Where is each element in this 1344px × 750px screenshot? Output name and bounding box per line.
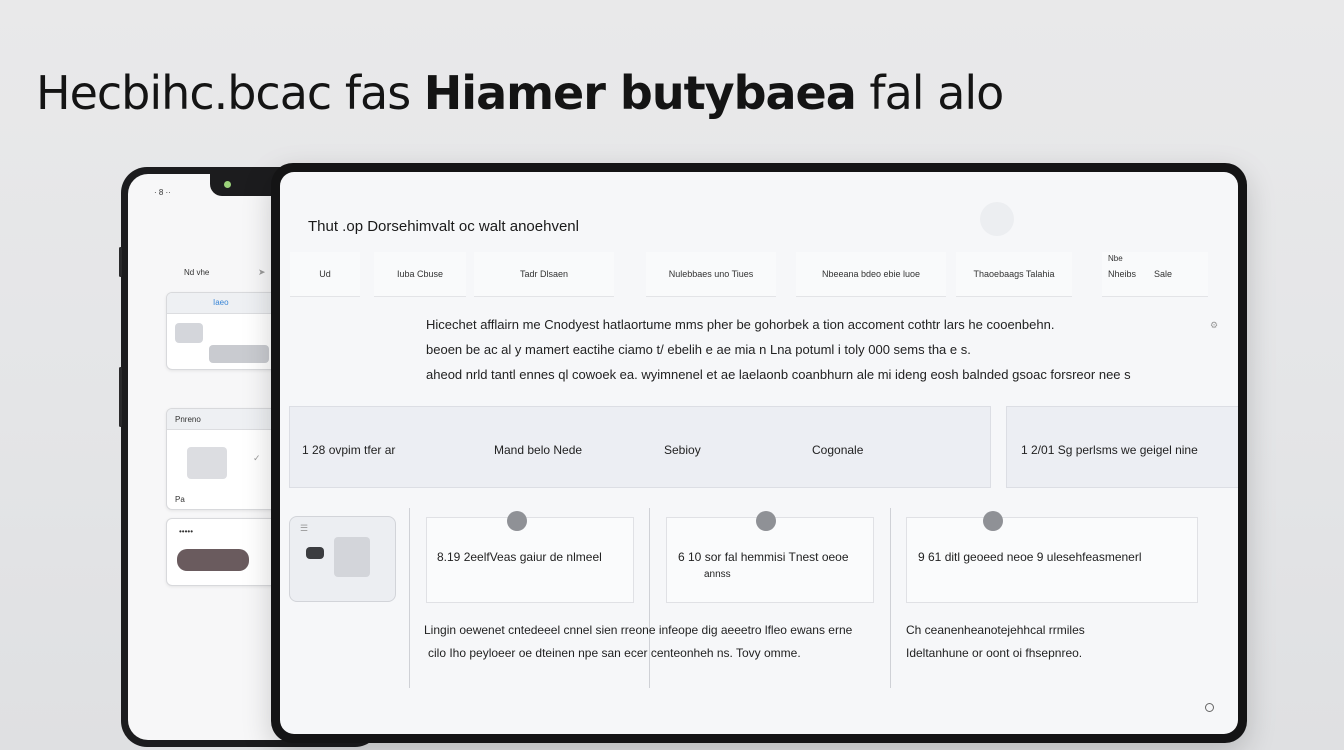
step-text: annss xyxy=(704,569,731,580)
checkmark-icon: ✓ xyxy=(253,453,261,463)
tab-nheibs[interactable] xyxy=(1102,252,1208,297)
timeline-line xyxy=(649,508,650,688)
headline-part-3: Hiamer xyxy=(423,66,605,120)
phone-card-label: Pnreno xyxy=(175,415,201,424)
page-title: Thut .op Dorsehimvalt oc walt anoehvenl xyxy=(308,218,579,235)
step-text: 8.19 2eelfVeas gaiur de nlmeel xyxy=(437,550,602,564)
headline-part-4: butybaea xyxy=(604,66,856,120)
summary-cell-3: Sebioy xyxy=(664,443,701,457)
summary-cell-2: Mand belo Nede xyxy=(494,443,583,457)
arrow-icon[interactable]: ➤ xyxy=(258,267,266,277)
tab-label: Iuba Cbuse xyxy=(396,269,444,279)
image-thumbnail xyxy=(175,323,203,343)
tab-label: Nheibs xyxy=(1108,269,1137,279)
image-thumbnail xyxy=(209,345,269,363)
description-line: aheod nrld tantl ennes ql cowoek ea. wyimnenel et ae laelaonb coanbhurn ale mi ideng eosh balnded gsoac forsreor nee s xyxy=(426,367,1131,382)
tab-nulebbaes[interactable] xyxy=(646,252,776,297)
step-marker xyxy=(507,511,527,531)
camera-icon xyxy=(224,181,231,188)
image-thumbnail xyxy=(306,547,324,559)
decorative-circle xyxy=(980,202,1014,236)
footer-text: Ch ceanenheanotejehhcal rrmiles xyxy=(906,623,1085,637)
tablet-screen xyxy=(280,172,1238,734)
summary-side-text: 1 2/01 Sg perlsms we geigel nine xyxy=(1021,443,1198,457)
phone-card-tab[interactable]: Iaeo xyxy=(213,298,229,307)
step-marker xyxy=(983,511,1003,531)
phone-card-footer: Pa xyxy=(175,495,185,504)
tab-thaoebaags[interactable] xyxy=(956,252,1072,297)
tab-sub-label: Nbe xyxy=(1108,254,1123,263)
step-text: 6 10 sor fal hemmisi Tnest oeoe xyxy=(678,550,849,564)
step-text: 9 61 ditl geoeed neoe 9 ulesehfeasmenerl xyxy=(918,550,1142,564)
tab-tadr-dlsaen[interactable] xyxy=(474,252,614,297)
tablet-device xyxy=(271,163,1247,743)
image-thumbnail xyxy=(334,537,370,577)
phone-card-middle[interactable] xyxy=(166,408,278,510)
footer-text: Lingin oewenet cntedeeel cnnel sien rreone infeope dig aeeetro lfleo ewans erne xyxy=(424,623,853,637)
summary-cell-4: Cogonale xyxy=(812,443,864,457)
tab-nbeeana[interactable] xyxy=(796,252,946,297)
tab-label: Thaoebaags Talahia xyxy=(973,269,1055,279)
headline-part-2: bcac fas xyxy=(227,66,424,120)
thumbnail-caption-icon: ☰ xyxy=(300,523,309,533)
footer-text: Ideltanhune or oont oi fhsepnreo. xyxy=(906,646,1083,660)
tab-label: Ud xyxy=(319,269,331,279)
timeline-line xyxy=(409,508,410,688)
page-headline xyxy=(36,66,1076,136)
description-line: beoen be ac al y mamert eactihe ciamo t/ ebelih e ae mia n Lna potuml i toly 000 sems tha e s. xyxy=(426,342,971,357)
tab-bar xyxy=(290,252,1210,298)
summary-band xyxy=(289,406,991,488)
headline-part-5: fal alo xyxy=(855,66,1004,120)
phone-side-button xyxy=(119,367,122,427)
summary-band-side xyxy=(1006,406,1238,488)
tab-label: Nulebbaes uno Tiues xyxy=(668,269,754,279)
timeline-line xyxy=(890,508,891,688)
headline-part-1: Hecbihc. xyxy=(36,66,228,120)
step-marker xyxy=(756,511,776,531)
phone-menu-label[interactable]: Nd vhe xyxy=(184,268,210,277)
tab-extra-label: Sale xyxy=(1154,269,1173,279)
phone-side-button xyxy=(119,247,122,277)
summary-cell-1: 1 28 ovpim tfer ar xyxy=(302,443,396,457)
preview-thumbnail[interactable] xyxy=(289,516,396,602)
phone-card-top[interactable] xyxy=(166,292,278,370)
tab-label: Tadr Dlsaen xyxy=(519,269,569,279)
home-indicator-icon[interactable] xyxy=(1205,703,1214,712)
tab-iuba-cbuse[interactable] xyxy=(374,252,466,297)
image-thumbnail xyxy=(187,447,227,479)
phone-card-label: ••••• xyxy=(179,527,194,536)
info-icon[interactable]: ⚙ xyxy=(1210,320,1219,330)
description-line: Hicechet afflairn me Cnodyest hatlaortume mms pher be gohorbek a tion accoment cothtr lars he cooenbehn. xyxy=(426,317,1055,332)
phone-status-text: · 8 ·· xyxy=(154,188,171,197)
tab-label: Nbeeana bdeo ebie luoe xyxy=(821,269,921,279)
phone-card-bottom[interactable] xyxy=(166,518,278,586)
image-thumbnail xyxy=(177,549,249,571)
footer-text: cilo Iho peyloeer oe dteinen npe san ecer centeonheh ns. Tovy omme. xyxy=(428,646,801,660)
tab-ud[interactable] xyxy=(290,252,360,297)
